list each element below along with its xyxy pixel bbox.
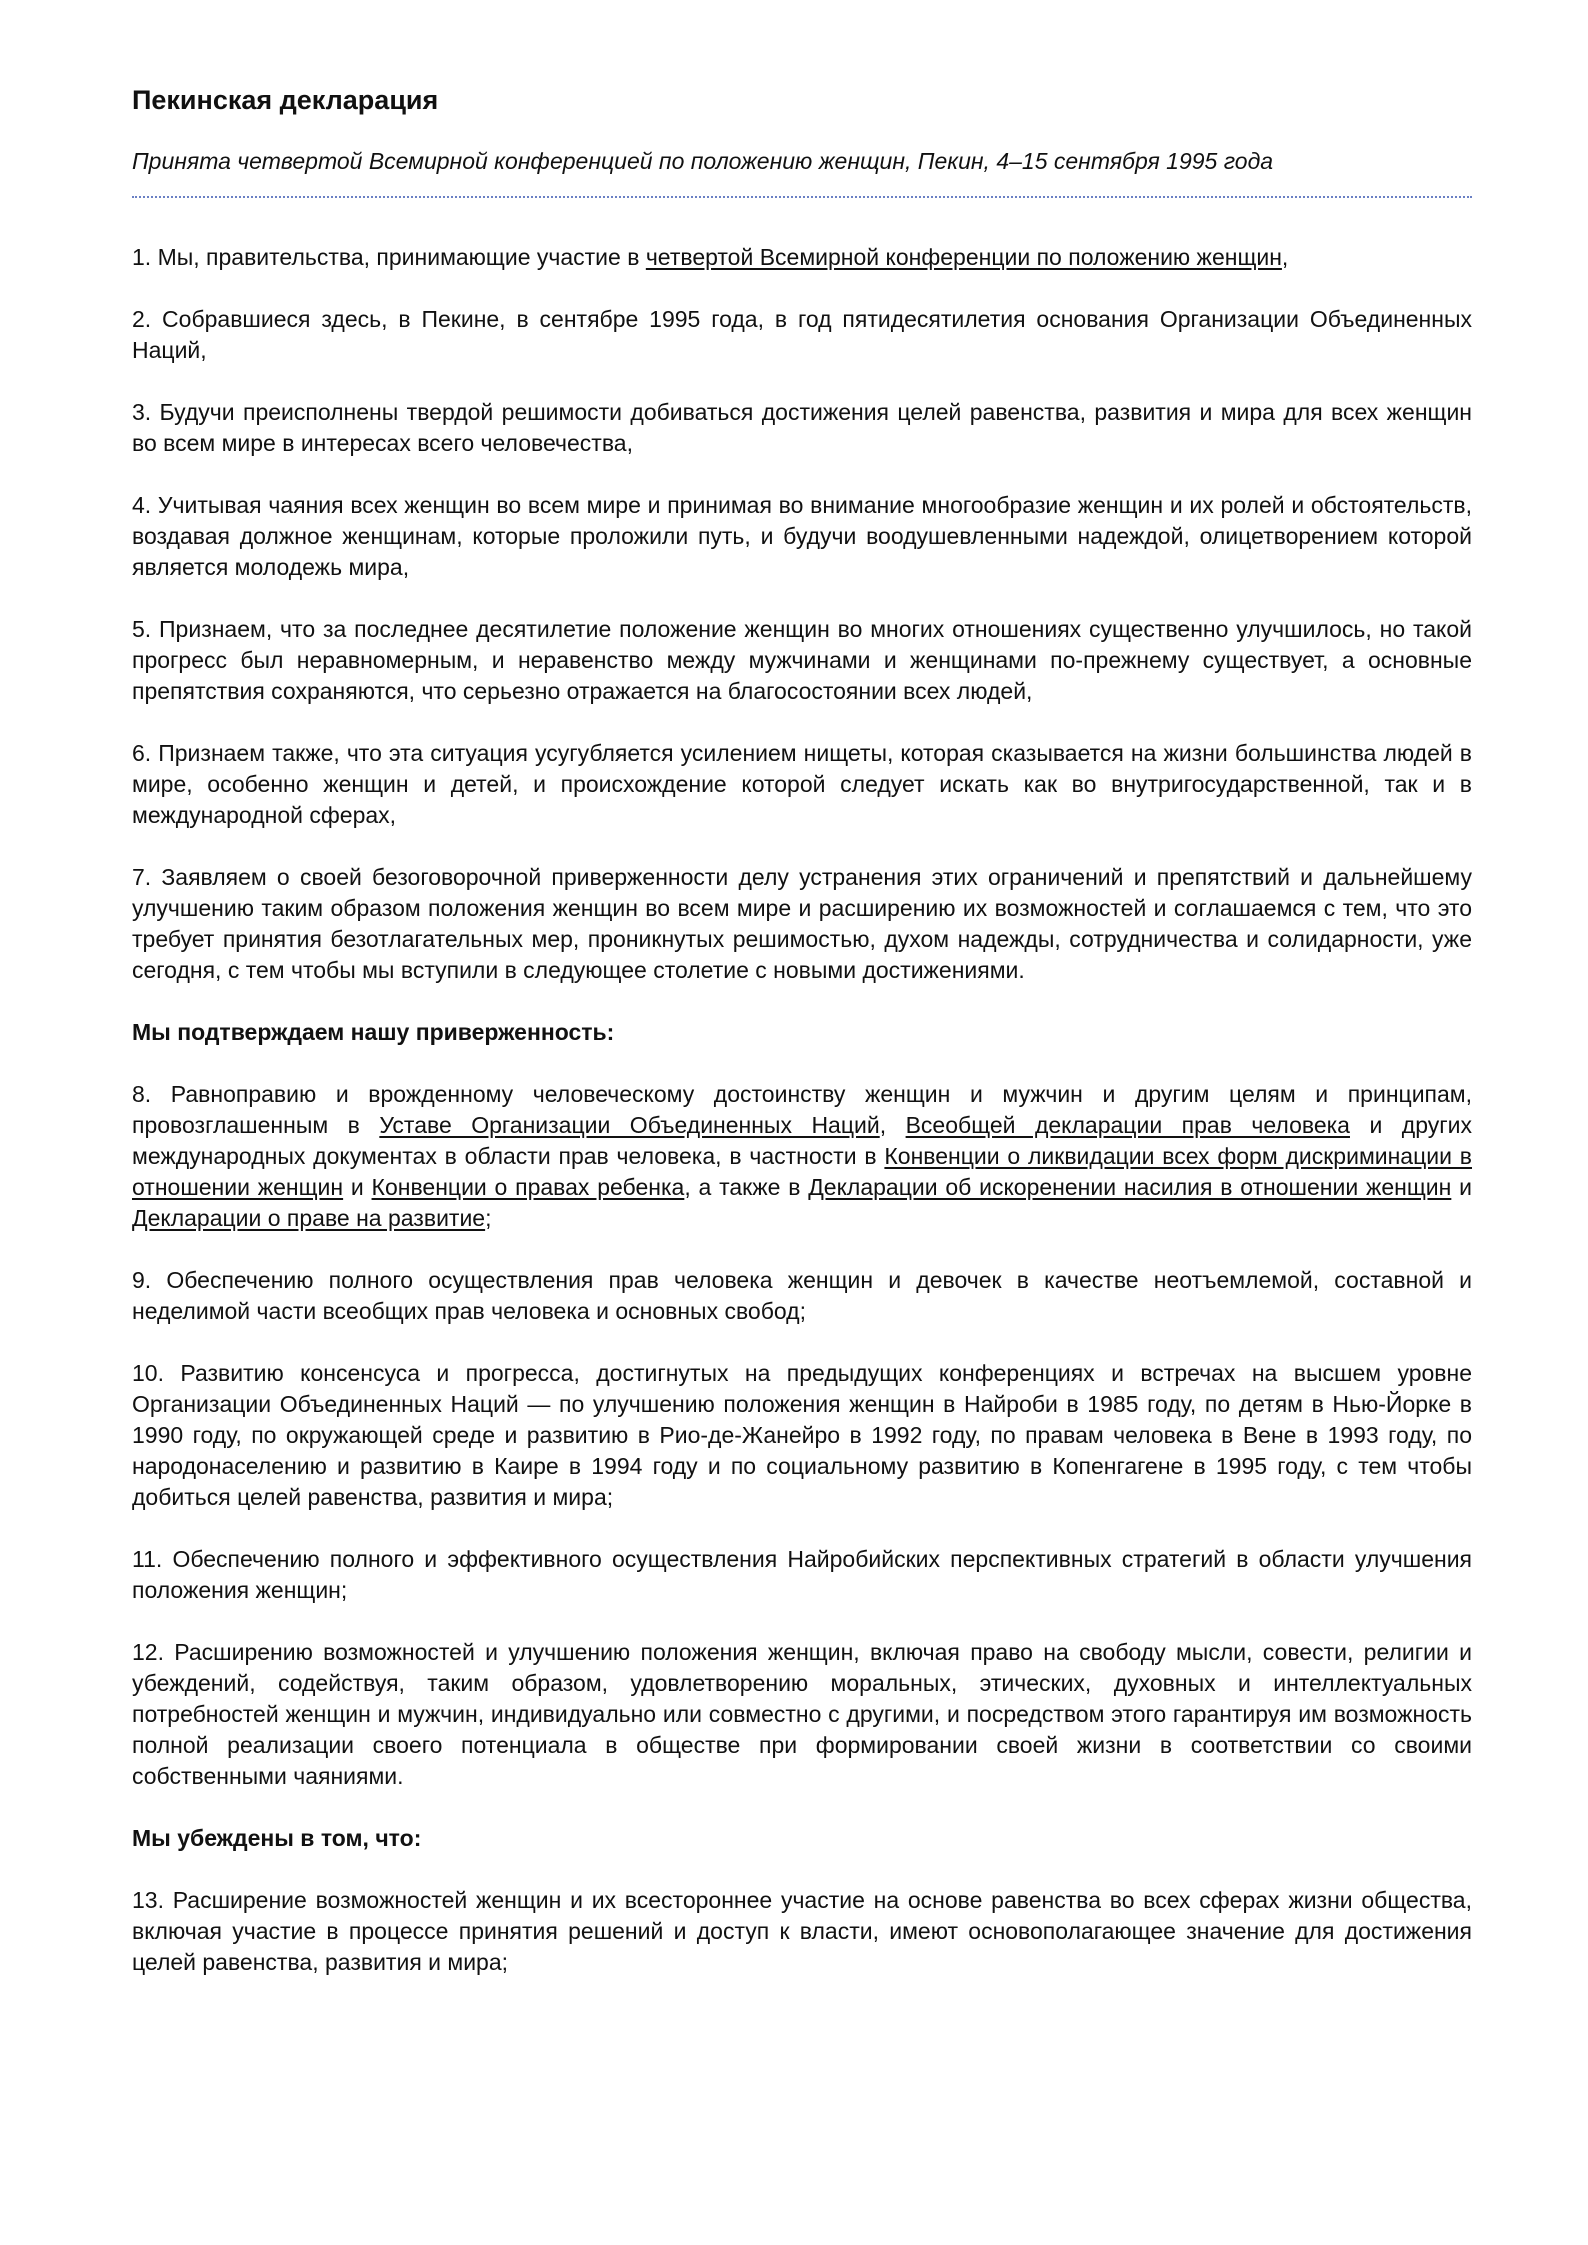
paragraph-8-text-5: , а также в — [684, 1174, 809, 1200]
paragraph-8-text-7: ; — [485, 1205, 492, 1231]
page-subtitle: Принята четвертой Всемирной конференцией по положению женщин, Пекин, 4–15 сентября 1995 года — [132, 148, 1274, 174]
declaration-body — [132, 242, 1472, 1978]
section-heading-commitment: Мы подтверждаем нашу приверженность: — [132, 1019, 615, 1045]
link-declaration-violence-against-women[interactable]: Декларации об искоренении насилия в отношении женщин — [808, 1174, 1452, 1200]
paragraph-3: 3. Будучи преисполнены твердой решимости добиваться достижения целей равенства, развития и мира для всех женщин во всем мире в интересах всего человечества, — [132, 399, 1472, 456]
paragraph-8-text-3: и других международных документах в области прав человека, в частности в — [132, 1112, 1472, 1169]
paragraph-6: 6. Признаем также, что эта ситуация усугубляется усилением нищеты, которая сказывается на жизни большинства людей в мире, особенно женщин и детей, и происхождение которой следует искать как во внутригосударственной, так и в международной сферах, — [132, 740, 1472, 828]
paragraph-8-text-2: , — [879, 1112, 906, 1138]
document-page — [132, 82, 1472, 2009]
link-cedaw[interactable]: Конвенции о ликвидации всех форм дискриминации в отношении женщин — [132, 1143, 1472, 1200]
paragraph-9: 9. Обеспечению полного осуществления прав человека женщин и девочек в качестве неотъемлемой, составной и неделимой части всеобщих прав человека и основных свобод; — [132, 1267, 1472, 1324]
paragraph-8 — [132, 1079, 1472, 1234]
link-declaration-right-to-development[interactable]: Декларации о праве на развитие — [132, 1205, 486, 1231]
paragraph-10: 10. Развитию консенсуса и прогресса, достигнутых на предыдущих конференциях и встречах на высшем уровне Организации Объединенных Наций — по улучшению положения женщин в Найроби в 1985 году, по детям в Нью-Йорке в 1990 году, по окружающей среде и развитию в Рио-де-Жанейро в 1992 году, по правам человека в Вене в 1993 году, по народонаселению и развитию в Каире в 1994 году и по социальному развитию в Копенгагене в 1995 году, с тем чтобы добиться целей равенства, развития и мира; — [132, 1360, 1472, 1510]
paragraph-1 — [132, 242, 1472, 273]
section-heading-convinced: Мы убеждены в том, что: — [132, 1825, 422, 1851]
paragraph-7: 7. Заявляем о своей безоговорочной приверженности делу устранения этих ограничений и препятствий и дальнейшему улучшению таким образом положения женщин во всем мире и расширению их возможностей и соглашаемся с тем, что это требует принятия безотлагательных мер, проникнутых решимостью, духом надежды, сотрудничества и солидарности, уже сегодня, с тем чтобы мы вступили в следующее столетие с новыми достижениями. — [132, 864, 1472, 983]
paragraph-8-text-6: и — [1451, 1174, 1472, 1200]
header-divider — [132, 196, 1472, 198]
paragraph-11: 11. Обеспечению полного и эффективного осуществления Найробийских перспективных стратегий в области улучшения положения женщин; — [132, 1546, 1472, 1603]
paragraph-5: 5. Признаем, что за последнее десятилетие положение женщин во многих отношениях существенно улучшилось, но такой прогресс был неравномерным, и неравенство между мужчинами и женщинами по-прежнему существует, а основные препятствия сохраняются, что серьезно отражается на благосостоянии всех людей, — [132, 616, 1472, 704]
page-title: Пекинская декларация — [132, 85, 439, 115]
paragraph-4: 4. Учитывая чаяния всех женщин во всем мире и принимая во внимание многообразие женщин и их ролей и обстоятельств, воздавая должное женщинам, которые проложили путь, и будучи воодушевленными надеждой, олицетворением которой является молодежь мира, — [132, 492, 1472, 580]
link-fourth-world-conference[interactable]: четвертой Всемирной конференции по положению женщин — [645, 244, 1282, 270]
link-un-charter[interactable]: Уставе Организации Объединенных Наций — [379, 1112, 880, 1138]
paragraph-8-text-1: 8. Равноправию и врожденному человеческому достоинству женщин и мужчин и другим целям и принципам, провозглашенным в — [132, 1081, 1472, 1138]
paragraph-1-end: , — [1281, 244, 1289, 270]
paragraph-13: 13. Расширение возможностей женщин и их всестороннее участие на основе равенства во всех сферах жизни общества, включая участие в процессе принятия решений и доступ к власти, имеют основополагающее значение для достижения целей равенства, развития и мира; — [132, 1887, 1472, 1975]
paragraph-8-text-4: и — [343, 1174, 372, 1200]
paragraph-2: 2. Собравшиеся здесь, в Пекине, в сентябре 1995 года, в год пятидесятилетия основания Организации Объединенных Наций, — [132, 306, 1472, 363]
link-convention-rights-child[interactable]: Конвенции о правах ребенка — [371, 1174, 685, 1200]
paragraph-12: 12. Расширению возможностей и улучшению положения женщин, включая право на свободу мысли, совести, религии и убеждений, содействуя, таким образом, удовлетворению моральных, этических, духовных и интеллектуальных потребностей женщин и мужчин, индивидуально или совместно с другими, и посредством этого гарантируя им возможность полной реализации своего потенциала в обществе при формировании своей жизни в соответствии со своими собственными чаяниями. — [132, 1639, 1472, 1789]
link-universal-declaration-human-rights[interactable]: Всеобщей декларации прав человека — [905, 1112, 1350, 1138]
paragraph-1-text: 1. Мы, правительства, принимающие участие в — [132, 244, 646, 270]
